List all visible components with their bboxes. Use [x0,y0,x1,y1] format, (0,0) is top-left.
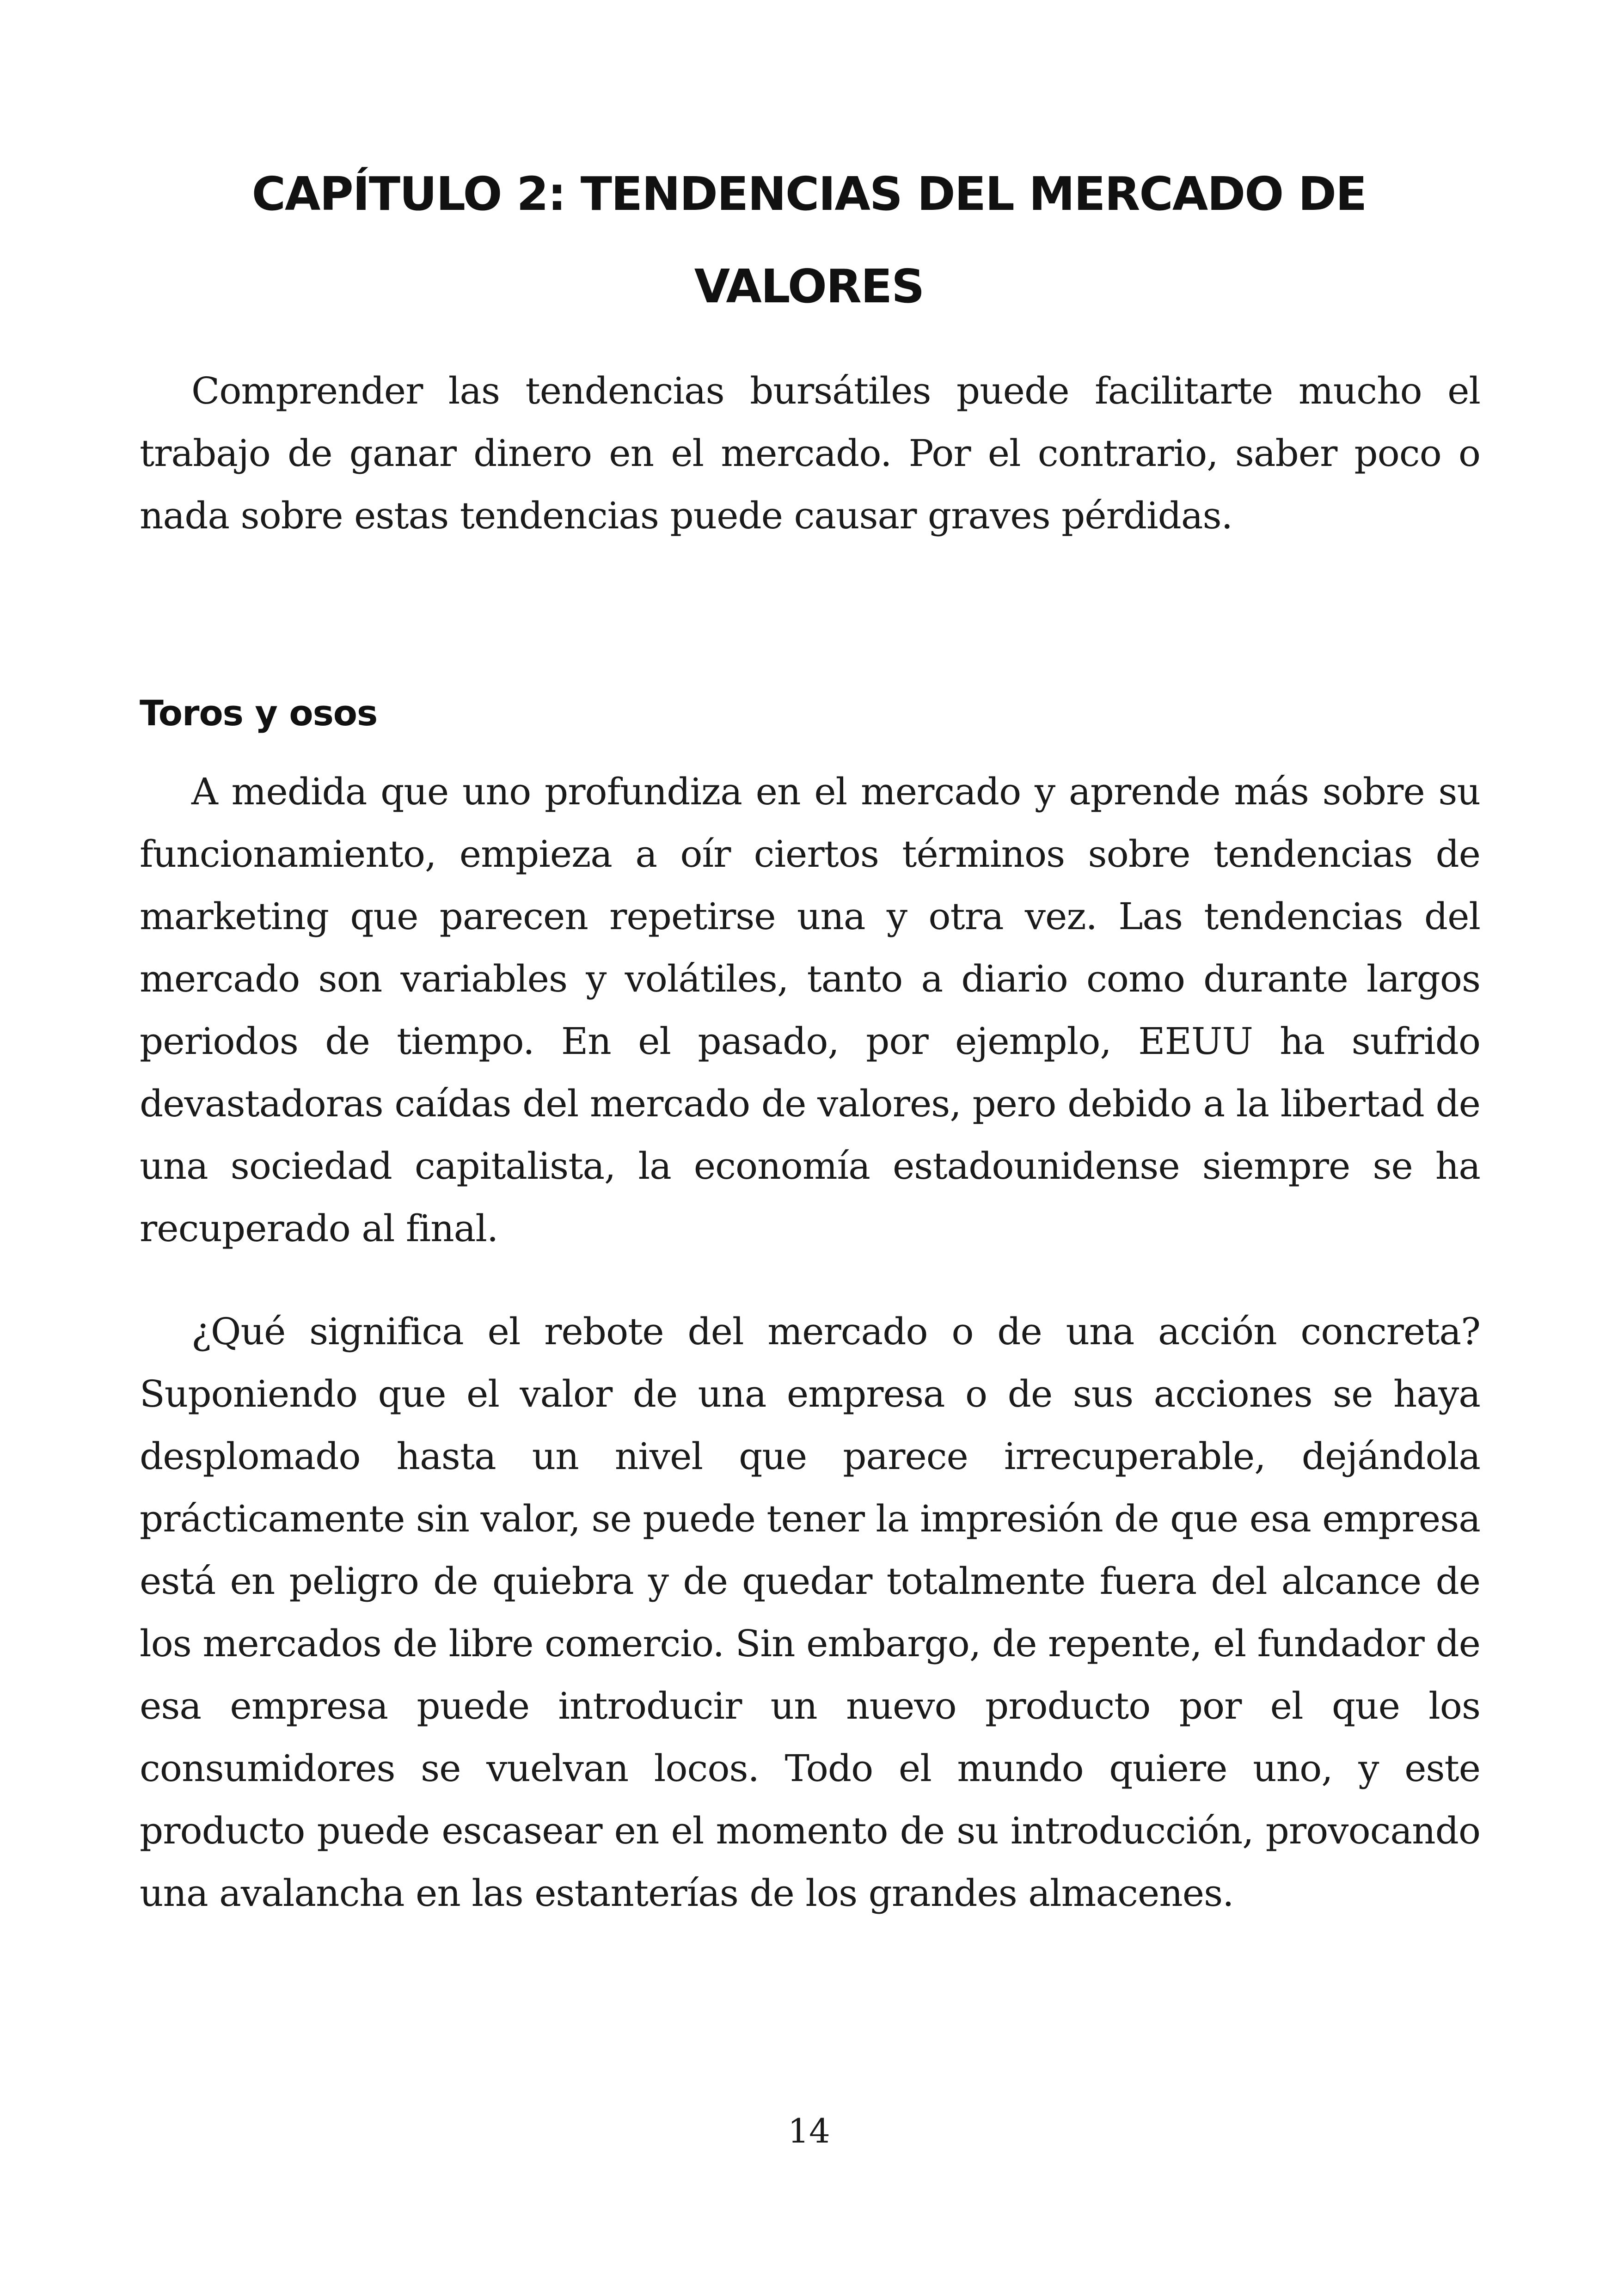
page-number: 14 [788,2112,830,2150]
section-heading: Toros y osos [140,692,378,734]
body-paragraph-1: A medida que uno profundiza en el mercado y aprende más sobre su funcionamiento, empieza a oír ciertos términos sobre tendencias de marketing que parecen repetirse una y otra vez. Las tendencias del mercado son variables y volátiles, tanto a diario como durante largos periodos de tiempo. En el pasado, por ejemplo, EEUU ha sufrido devastadoras caídas del mercado de valores, pero debido a la libertad de una sociedad capitalista, la economía estadounidense siempre se ha recuperado al final. [140,770,1480,1250]
chapter-title-line-1: CAPÍTULO 2: TENDENCIAS DEL MERCADO DE [251,167,1367,221]
chapter-title-line-2: VALORES [694,259,924,313]
chapter-title [139,148,1479,333]
intro-paragraph: Comprender las tendencias bursátiles puede facilitarte mucho el trabajo de ganar dinero en el mercado. Por el contrario, saber poco o nada sobre estas tendencias puede causar graves pérdidas. [140,369,1480,537]
body-paragraph-2: ¿Qué significa el rebote del mercado o de una acción concreta? Suponiendo que el valor de una empresa o de sus acciones se haya desplomado hasta un nivel que parece irrecuperable, dejándola prácticamente sin valor, se puede tener la impresión de que esa empresa está en peligro de quiebra y de quedar totalmente fuera del alcance de los mercados de libre comercio. Sin embargo, de repente, el fundador de esa empresa puede introducir un nuevo producto por el que los consumidores se vuelvan locos. Todo el mundo quiere uno, y este producto puede escasear en el momento de su introducción, provocando una avalancha en las estanterías de los grandes almacenes. [140,1310,1480,1915]
